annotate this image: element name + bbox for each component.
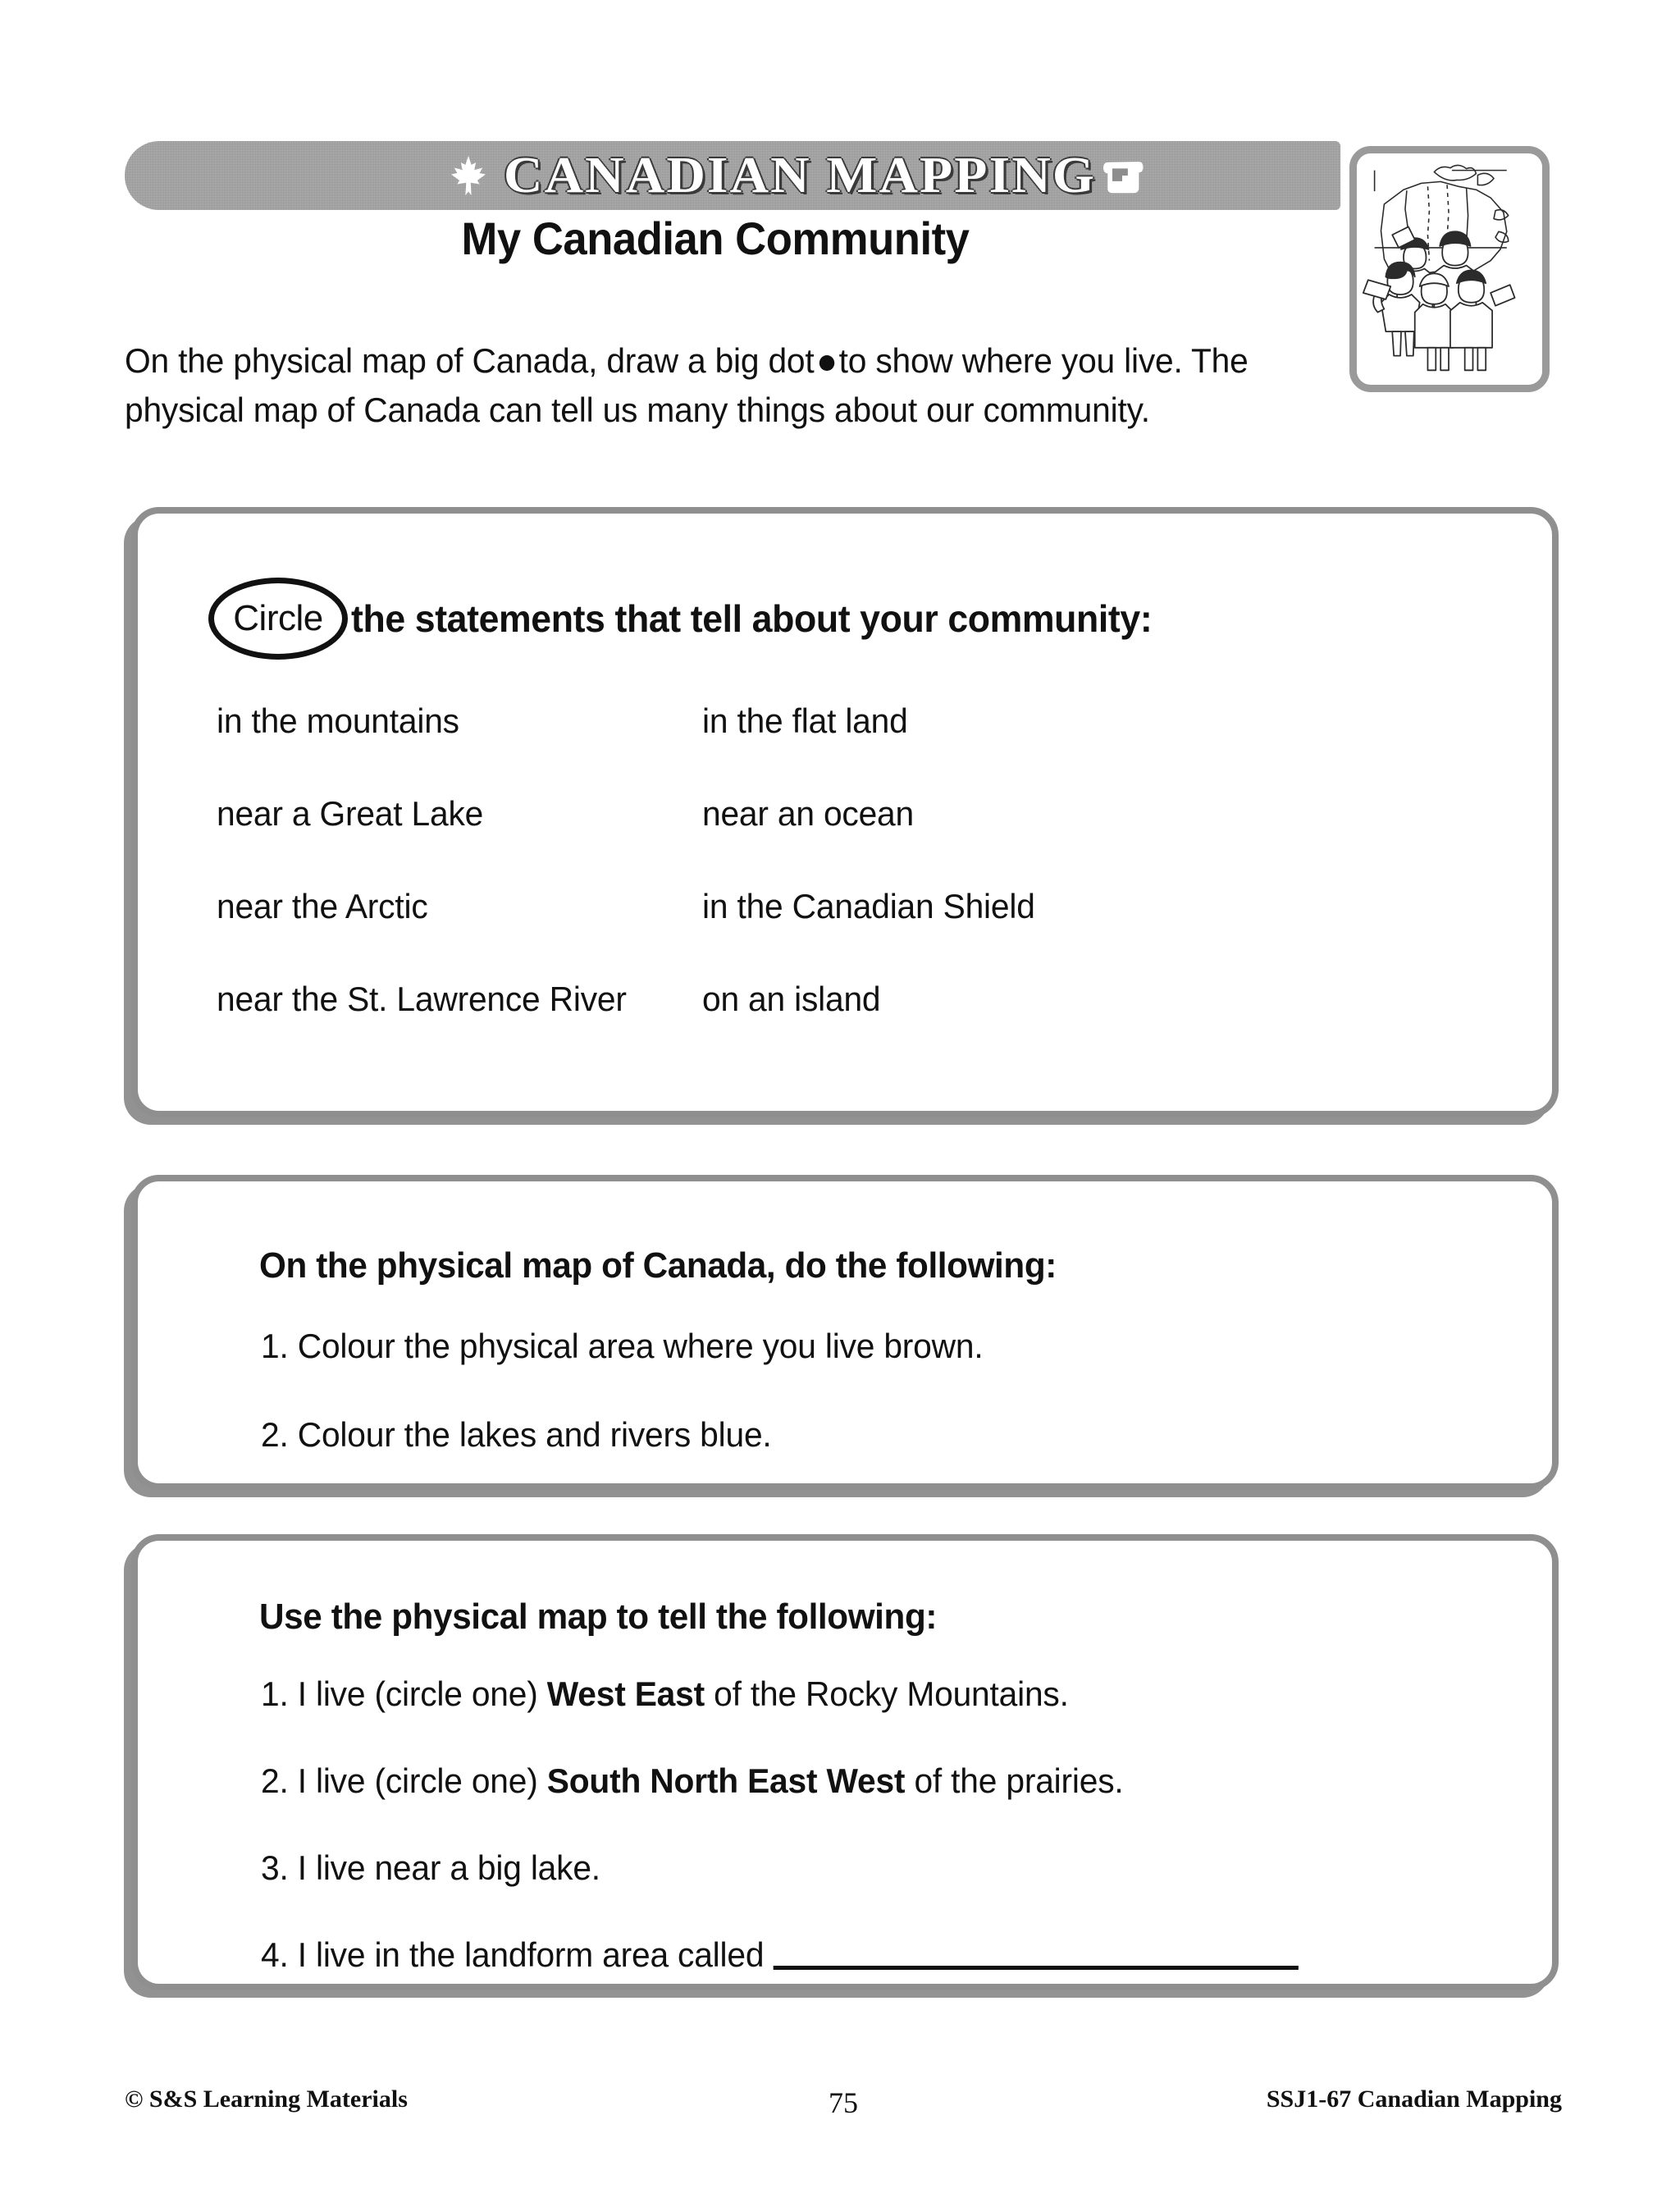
statement-option[interactable]: in the flat land: [702, 701, 908, 740]
answer-blank-line[interactable]: [774, 1966, 1299, 1970]
maple-leaf-icon: [450, 155, 487, 196]
children-with-canada-map-illustration: [1357, 153, 1542, 385]
statements-grid: [217, 701, 1496, 1018]
statement-option[interactable]: near the St. Lawrence River: [217, 980, 627, 1018]
statement-option[interactable]: near a Great Lake: [217, 794, 484, 833]
list-item: 2. Colour the lakes and rivers blue.: [261, 1415, 772, 1454]
map-scroll-icon: [1101, 156, 1144, 195]
list-item: [261, 1761, 1299, 1800]
circle-word-oval: Circle: [208, 578, 348, 660]
intro-part-2: to show where you live. The physical map of Canada can tell us many things about our community.: [125, 341, 1249, 430]
footer-page-number: 75: [829, 2086, 858, 2119]
big-dot-icon: [819, 355, 833, 371]
list-item: 1. Colour the physical area where you live brown.: [261, 1327, 984, 1365]
circle-instruction-text: the statements that tell about your community:: [351, 597, 1153, 640]
tell-tasks-heading: Use the physical map to tell the following:: [259, 1597, 938, 1637]
intro-paragraph: [125, 336, 1286, 436]
banner-title: CANADIAN MAPPING: [504, 148, 1097, 203]
banner-content: [450, 150, 1143, 201]
task1-lead: 1. I live (circle one): [261, 1674, 538, 1713]
tell-task-list: [261, 1674, 1331, 2025]
header-banner: [125, 141, 1340, 210]
task2-tail: of the prairies.: [914, 1761, 1124, 1800]
task1-options[interactable]: West East: [546, 1674, 705, 1713]
statement-option[interactable]: on an island: [702, 980, 881, 1018]
statement-option[interactable]: near an ocean: [702, 794, 914, 833]
circle-instruction: [208, 578, 1177, 660]
tell-tasks-box: [131, 1534, 1559, 1990]
task2-lead: 2. I live (circle one): [261, 1761, 538, 1800]
intro-part-1: On the physical map of Canada, draw a big dot: [125, 341, 815, 380]
circle-statements-box: [131, 507, 1559, 1117]
task2-options[interactable]: South North East West: [546, 1761, 906, 1800]
page-footer: [125, 2086, 1562, 2119]
colour-tasks-heading: On the physical map of Canada, do the following:: [259, 1245, 1057, 1286]
colour-tasks-box: [131, 1175, 1559, 1490]
statement-option[interactable]: near the Arctic: [217, 887, 428, 925]
footer-copyright: © S&S Learning Materials: [125, 2086, 408, 2113]
list-item: [261, 1674, 1299, 1713]
statement-option[interactable]: in the mountains: [217, 701, 459, 740]
illustration-frame: [1349, 146, 1550, 392]
list-item: [261, 1935, 1299, 1974]
task4-lead: 4. I live in the landform area called: [261, 1935, 765, 1974]
colour-task-list: [261, 1329, 1006, 1506]
task1-tail: of the Rocky Mountains.: [714, 1674, 1069, 1713]
page-title: My Canadian Community: [461, 212, 970, 264]
footer-product-code: SSJ1-67 Canadian Mapping: [1266, 2086, 1562, 2113]
statement-option[interactable]: in the Canadian Shield: [702, 887, 1035, 925]
list-item: 3. I live near a big lake.: [261, 1848, 600, 1887]
